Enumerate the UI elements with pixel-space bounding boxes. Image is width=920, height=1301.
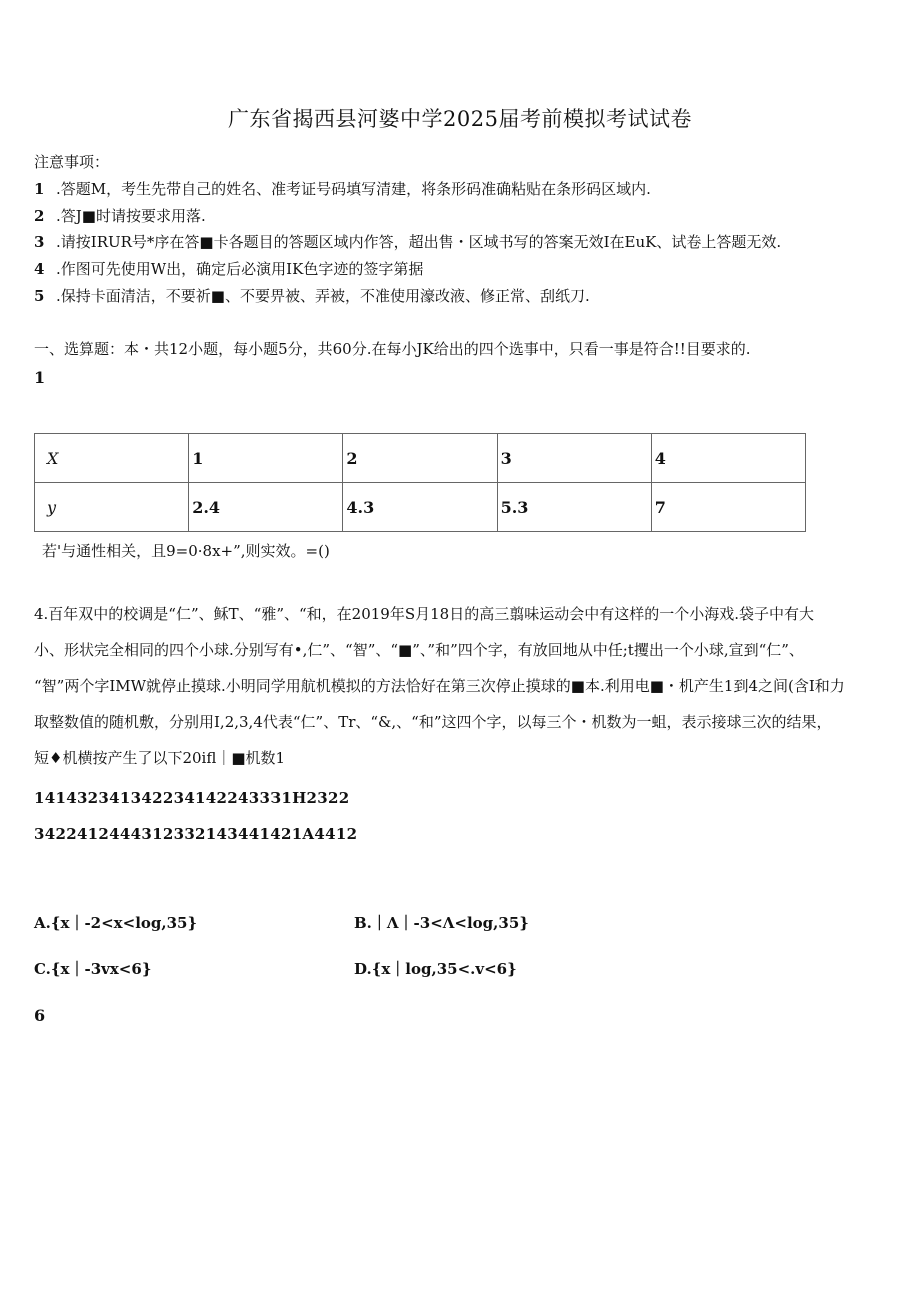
notice-item-text: .作图可先使用W出，确定后必演用IK色字迹的签字第据 (56, 260, 424, 278)
notice-item-text: .答J■时请按要求用落. (56, 207, 206, 225)
table-cell: 5.3 (497, 483, 651, 532)
question-4-line: “智”两个字IMW就停止摸球.小明同学用航机模拟的方法恰好在第三次停止摸球的■本.利用电■・机产生1到4之间(含I和力 (34, 677, 845, 695)
table-cell: 3 (497, 434, 651, 483)
notice-item (34, 231, 781, 252)
notice-item-text: .答题M，考生先带自己的姓名、准考证号码填写清建，将条形码准确粘贴在条形码区域内. (56, 180, 651, 198)
option-d: D.{x｜log,35<.v<6} (354, 960, 517, 978)
notice-item-number: 4 (34, 260, 45, 278)
table-cell: 4.3 (343, 483, 497, 532)
option-b: B.｜Λ｜-3<Λ<log,35} (354, 914, 529, 932)
option-c: C.{x｜-3vx<6} (34, 960, 152, 978)
question-4-line: 4.百年双中的校调是“仁”、稣T、“雅”、“和，在2019年S月18日的高三翦味运动会中有这样的一个小海戏.袋子中有大 (34, 605, 814, 623)
random-digits-line: 1414323413422341422433З1H2322 (34, 789, 350, 807)
table-cell: X (35, 434, 189, 483)
question-4-line: 取整数值的随机敷，分别用I,2,3,4代表“仁”、Tr、“&,、“和”这四个字，以每三个・机数为一蛆，表示接球三次的结果， (34, 713, 832, 731)
table-cell: y (35, 483, 189, 532)
option-a: A.{x｜-2<x<log,35} (34, 914, 198, 932)
notice-item-number: 2 (34, 207, 45, 225)
table-cell: 2.4 (189, 483, 343, 532)
table-caption: 若'与通性相关，且9=0·8x+”,则实效。=() (42, 542, 330, 560)
section-header: 一、选算题：本・共12小题，每小题5分，共60分.在每小JK给出的四个选事中，只看一事是符合!!目要求的. (34, 340, 751, 358)
notice-item (34, 258, 423, 279)
notice-heading: 注意事项： (34, 153, 110, 171)
notice-item (34, 178, 651, 199)
table-cell: 7 (651, 483, 805, 532)
question-1-number: 1 (34, 368, 46, 387)
page-title: 广东省揭西县河婆中学2025届考前模拟考试试卷 (228, 107, 692, 131)
data-table (34, 433, 806, 532)
table-row (35, 483, 806, 532)
question-4 (34, 596, 894, 776)
table-cell: 4 (651, 434, 805, 483)
notice-item (34, 205, 206, 226)
notice-item-text: .保持卡面清洁，不要祈■、不要畀被、弄被，不准使用濠改液、修正常、刮纸刀. (56, 287, 590, 305)
table-cell: 1 (189, 434, 343, 483)
notice-item-text: .请按IRUR号*序在答■卡各题目的答题区域内作答，超出售・区域书写的答案无效I在EuK、试卷上答题无效. (56, 233, 782, 251)
random-digits-line: 3422412444312332143441421A4412 (34, 825, 358, 843)
notice-item-number: 5 (34, 287, 45, 305)
table-row (35, 434, 806, 483)
question-4-line: 小、形状完全相同的四个小球.分别写有•,仁”、“智”、“■”、”和”四个字，有放回地从中任;t攫出一个小球,宣到“仁”、 (34, 641, 804, 659)
notice-item-number: 1 (34, 180, 45, 198)
notice-item (34, 285, 590, 306)
question-6-number: 6 (34, 1006, 46, 1025)
question-4-line: 短♦机横按产生了以下20ifl｜■机数1 (34, 749, 286, 767)
notice-item-number: 3 (34, 233, 45, 251)
table-cell: 2 (343, 434, 497, 483)
